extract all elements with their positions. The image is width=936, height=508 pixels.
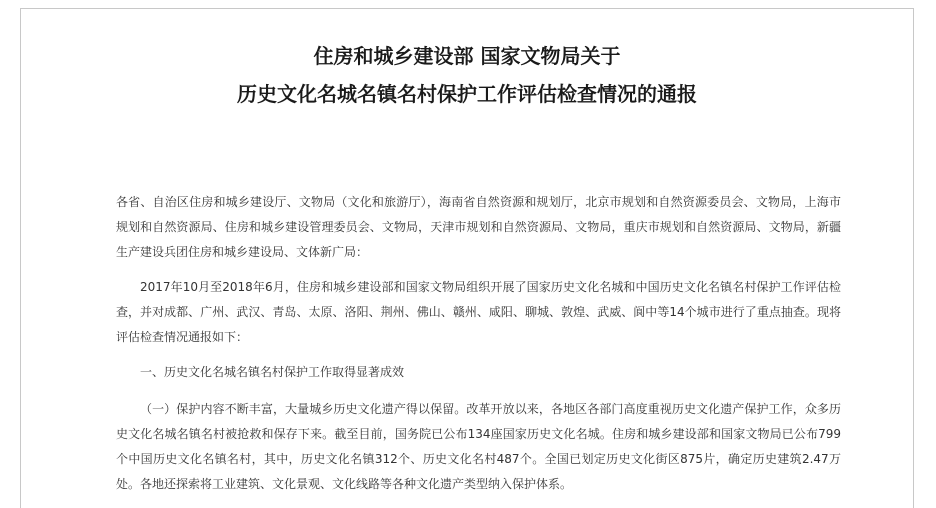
intro-paragraph: 2017年10月至2018年6月，住房和城乡建设部和国家文物局组织开展了国家历史文化名城和中国历史文化名镇名村保护工作评估检查，并对成都、广州、武汉、青岛、太原、洛阳、荆州、佛山、赣州、咸阳、聊城、敦煌、武威、阆中等14个城市进行了重点抽查。现将评估检查情况通报如下： [116, 280, 841, 344]
section-paragraph: （一）保护内容不断丰富，大量城乡历史文化遗产得以保留。改革开放以来，各地区各部门高度重视历史文化遗产保护工作，众多历史文化名城名镇名村被抢救和保存下来。截至目前，国务院已公布134座国家历史文化名城。住房和城乡建设部和国家文物局已公布799个中国历史文化名镇名村，其中，历史文化名镇312个、历史文化名村487个。全国已划定历史文化街区875片，确定历史建筑2.47万处。各地还探索将工业建筑、文化景观、文化线路等各种文化遗产类型纳入保护体系。 [116, 402, 841, 491]
section-heading: 一、历史文化名城名镇名村保护工作取得显著成效 [140, 365, 405, 379]
document-body [116, 190, 841, 507]
title-line-2: 历史文化名城名镇名村保护工作评估检查情况的通报 [237, 82, 697, 106]
title-line-1: 住房和城乡建设部 国家文物局关于 [313, 44, 621, 68]
document-title [21, 37, 913, 113]
salutation-paragraph: 各省、自治区住房和城乡建设厅、文物局（文化和旅游厅），海南省自然资源和规划厅，北京市规划和自然资源委员会、文物局，上海市规划和自然资源局、住房和城乡建设管理委员会、文物局，天津市规划和自然资源局、文物局，重庆市规划和自然资源局、文物局，新疆生产建设兵团住房和城乡建设局、文体新广局： [116, 195, 841, 259]
document-page [20, 8, 914, 508]
